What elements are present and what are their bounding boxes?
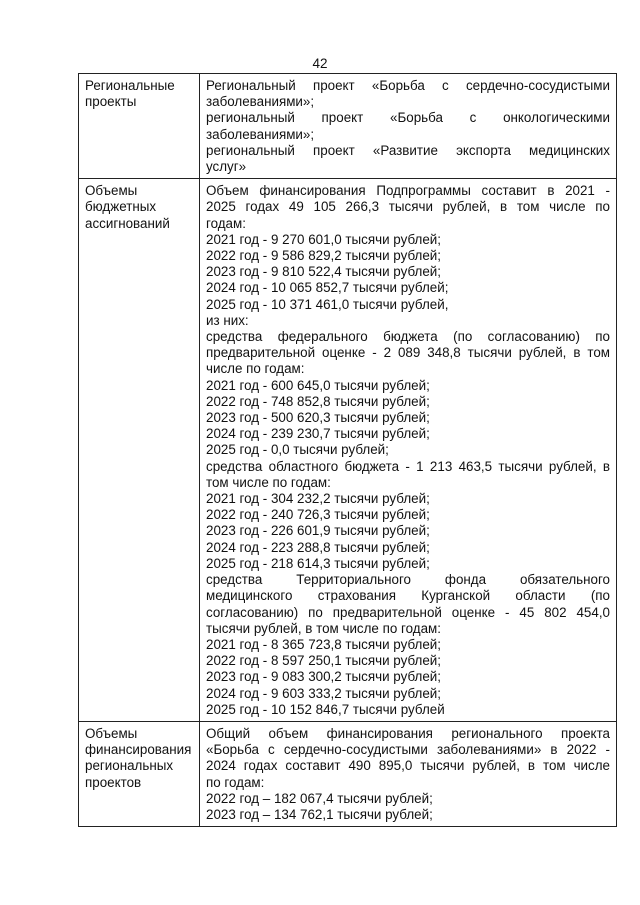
text-line: Региональный проект «Борьба с сердечно-сосудистыми [206, 78, 610, 93]
text-line: 2025 год - 10 371 461,0 тысячи рублей, [206, 296, 449, 312]
page-number: 42 [312, 56, 328, 71]
text-line: 2024 год - 223 288,8 тысячи рублей; [206, 539, 430, 555]
text-line: 2025 год - 218 614,3 тысячи рублей; [206, 555, 430, 571]
text-line: средства областного бюджета - 1 213 463,5 тысячи рублей, в [206, 458, 610, 474]
text-line: 2022 год - 8 597 250,1 тысячи рублей; [206, 653, 441, 669]
text-line: том числе по годам: [206, 474, 331, 490]
text-line: «Борьба с сердечно-сосудистыми заболеваниями» в 2022 - [206, 742, 610, 758]
text-line: 2025 годах 49 105 266,3 тысячи рублей, в том числе по [206, 199, 610, 215]
label-line: Объемы [85, 183, 138, 199]
text-line: 2025 год - 10 152 846,7 тысячи рублей [206, 701, 445, 717]
row-label [79, 721, 200, 826]
text-line: тысячи рублей, в том числе по годам: [206, 620, 441, 636]
text-line: 2024 год - 10 065 852,7 тысячи рублей; [206, 280, 449, 296]
text-line: 2022 год - 240 726,3 тысячи рублей; [206, 507, 430, 523]
text-line: региональный проект «Развитие экспорта медицинских [206, 142, 610, 158]
text-line: по годам: [206, 774, 265, 790]
text-line: 2024 годах составит 490 895,0 тысячи рублей, в том числе [206, 758, 610, 774]
text-line: из них: [206, 312, 249, 328]
label-line: региональных [85, 758, 174, 774]
text-line: заболеваниями»; [206, 94, 315, 110]
label-line: проектов [85, 774, 142, 790]
text-line: 2025 год - 0,0 тысячи рублей; [206, 442, 389, 458]
text-line: 2022 год - 748 852,8 тысячи рублей; [206, 393, 430, 409]
table-row-budget-allocations [79, 179, 617, 722]
text-line: 2021 год - 9 270 601,0 тысячи рублей; [206, 231, 441, 247]
row-label [79, 74, 200, 179]
text-line: Общий объем финансирования регионального проекта [206, 725, 610, 741]
row-content [200, 179, 617, 722]
text-line: 2023 год - 9 810 522,4 тысячи рублей; [206, 264, 441, 280]
row-content [200, 721, 617, 826]
text-line: услуг» [206, 159, 247, 175]
table-row-project-financing [79, 721, 617, 826]
text-line: медицинского страхования Курганской области (по [206, 588, 610, 604]
text-line: числе по годам: [206, 361, 305, 377]
text-line: 2021 год - 600 645,0 тысячи рублей; [206, 377, 430, 393]
row-content [200, 74, 617, 179]
row-label [79, 179, 200, 722]
text-line: 2021 год - 8 365 723,8 тысячи рублей; [206, 636, 441, 652]
table-row-regional-projects [79, 74, 617, 179]
text-line: 2022 год - 9 586 829,2 тысячи рублей; [206, 248, 441, 264]
label-line: ассигнований [85, 215, 170, 231]
label-line: Объемы [85, 725, 138, 741]
text-line: средства Территориального фонда обязательного [206, 572, 610, 588]
text-line: 2022 год – 182 067,4 тысячи рублей; [206, 790, 433, 806]
text-line: 2023 год - 500 620,3 тысячи рублей; [206, 410, 430, 426]
label-line: проекты [85, 94, 137, 110]
text-line: предварительной оценке - 2 089 348,8 тысячи рублей, в том [206, 345, 610, 361]
label-line: Региональные [85, 78, 175, 93]
text-line: 2021 год - 304 232,2 тысячи рублей; [206, 491, 430, 507]
label-line: финансирования [85, 742, 192, 758]
text-line: годам: [206, 215, 246, 231]
text-line: согласованию) по предварительной оценке - 45 802 454,0 [206, 604, 610, 620]
text-line: региональный проект «Борьба с онкологическими [206, 110, 610, 126]
text-line: Объем финансирования Подпрограммы составит в 2021 - [206, 183, 610, 199]
passport-table [78, 73, 617, 827]
text-line: 2024 год - 9 603 333,2 тысячи рублей; [206, 685, 441, 701]
text-line: средства федерального бюджета (по согласованию) по [206, 329, 610, 345]
text-line: 2024 год - 239 230,7 тысячи рублей; [206, 426, 430, 442]
text-line: 2023 год - 9 083 300,2 тысячи рублей; [206, 669, 441, 685]
text-line: заболеваниями»; [206, 126, 315, 142]
text-line: 2023 год – 134 762,1 тысячи рублей; [206, 806, 433, 822]
text-line: 2023 год - 226 601,9 тысячи рублей; [206, 523, 430, 539]
label-line: бюджетных [85, 199, 157, 215]
